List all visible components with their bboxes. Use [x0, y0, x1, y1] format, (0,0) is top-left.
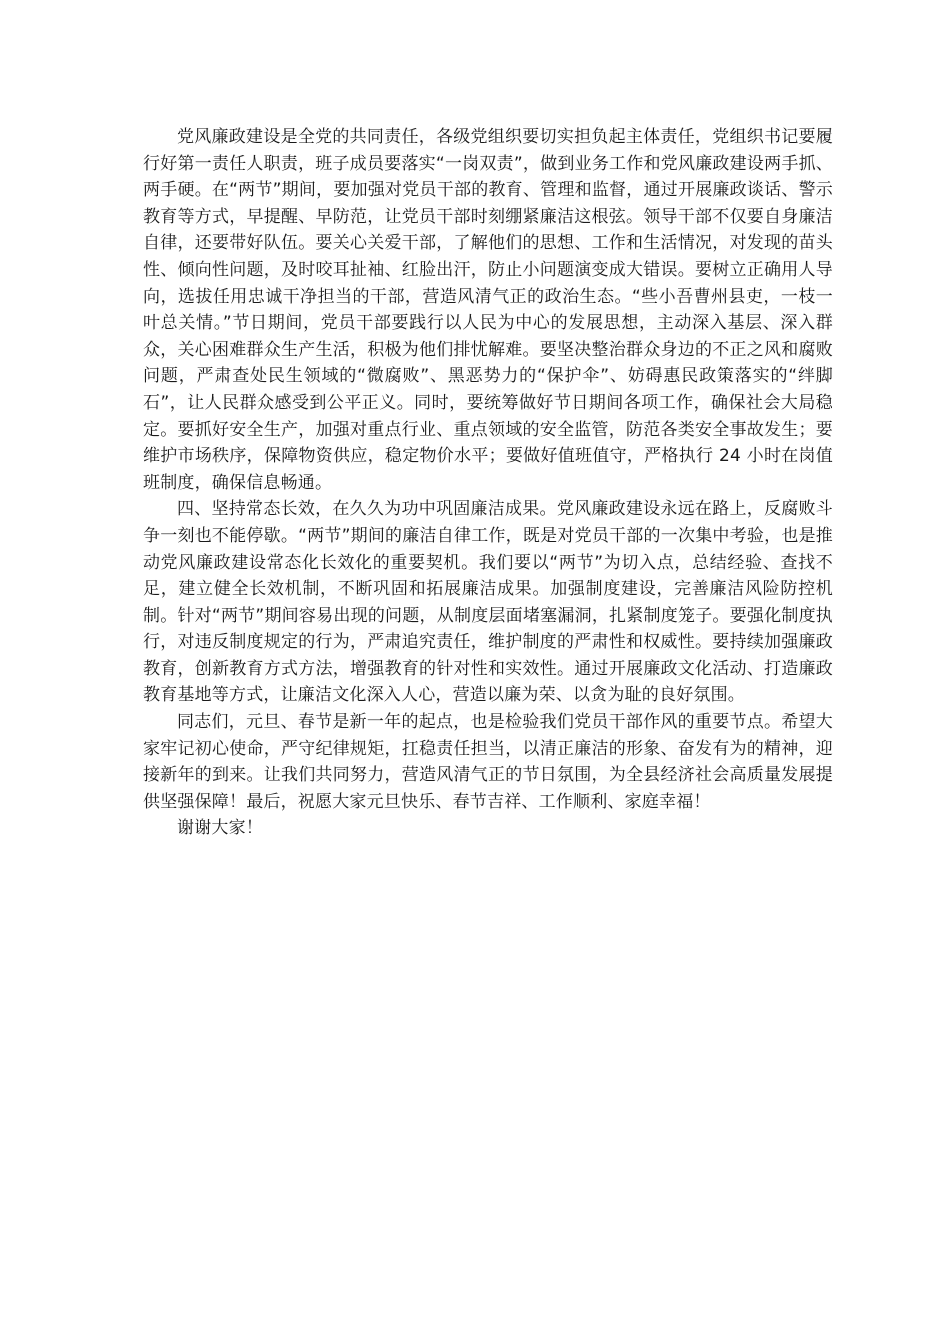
paragraph-responsibility: 党风廉政建设是全党的共同责任，各级党组织要切实担负起主体责任，党组织书记要履行好第一责任人职责，班子成员要落实“一岗双责”，做到业务工作和党风廉政建设两手抓、两手硬。在“两节”期间，要加强对党员干部的教育、管理和监督，通过开展廉政谈话、警示教育等方式，早提醒、早防范，让党员干部时刻绷紧廉洁这根弦。领导干部不仅要自身廉洁自律，还要带好队伍。要关心关爱干部，了解他们的思想、工作和生活情况，对发现的苗头性、倾向性问题，及时咬耳扯袖、红脸出汗，防止小问题演变成大错误。要树立正确用人导向，选拔任用忠诚干净担当的干部，营造风清气正的政治生态。“些小吾曹州县吏，一枝一叶总关情。”节日期间，党员干部要践行以人民为中心的发展思想，主动深入基层、深入群众，关心困难群众生产生活，积极为他们排忧解难。要坚决整治群众身边的不正之风和腐败问题，严肃查处民生领域的“微腐败”、黑恶势力的“保护伞”、妨碍惠民政策落实的“绊脚石”，让人民群众感受到公平正义。同时，要统筹做好节日期间各项工作，确保社会大局稳定。要抓好安全生产，加强对重点行业、重点领域的安全监管，防范各类安全事故发生；要维护市场秩序，保障物资供应，稳定物价水平；要做好值班值守，严格执行 24 小时在岗值班制度，确保信息畅通。	[143, 127, 833, 493]
paragraph-closing-wishes: 同志们，元旦、春节是新一年的起点，也是检验我们党员干部作风的重要节点。希望大家牢记初心使命，严守纪律规矩，扛稳责任担当，以清正廉洁的形象、奋发有为的精神，迎接新年的到来。让我们共同努力，营造风清气正的节日氛围，为全县经济社会高质量发展提供坚强保障！最后，祝愿大家元旦快乐、春节吉祥、工作顺利、家庭幸福！	[143, 712, 833, 812]
paragraph-thanks: 谢谢大家！	[177, 818, 263, 839]
paragraph-normalization: 四、坚持常态长效，在久久为功中巩固廉洁成果。党风廉政建设永远在路上，反腐败斗争一刻也不能停歇。“两节”期间的廉洁自律工作，既是对党员干部的一次集中考验，也是推动党风廉政建设常态化长效化的重要契机。我们要以“两节”为切入点，总结经验、查找不足，建立健全长效机制，不断巩固和拓展廉洁成果。加强制度建设，完善廉洁风险防控机制。针对“两节”期间容易出现的问题，从制度层面堵塞漏洞，扎紧制度笼子。要强化制度执行，对违反制度规定的行为，严肃追究责任，维护制度的严肃性和权威性。要持续加强廉政教育，创新教育方式方法，增强教育的针对性和实效性。通过开展廉政文化活动、打造廉政教育基地等方式，让廉洁文化深入人心，营造以廉为荣、以贪为耻的良好氛围。	[143, 499, 833, 706]
document-body	[143, 124, 833, 842]
